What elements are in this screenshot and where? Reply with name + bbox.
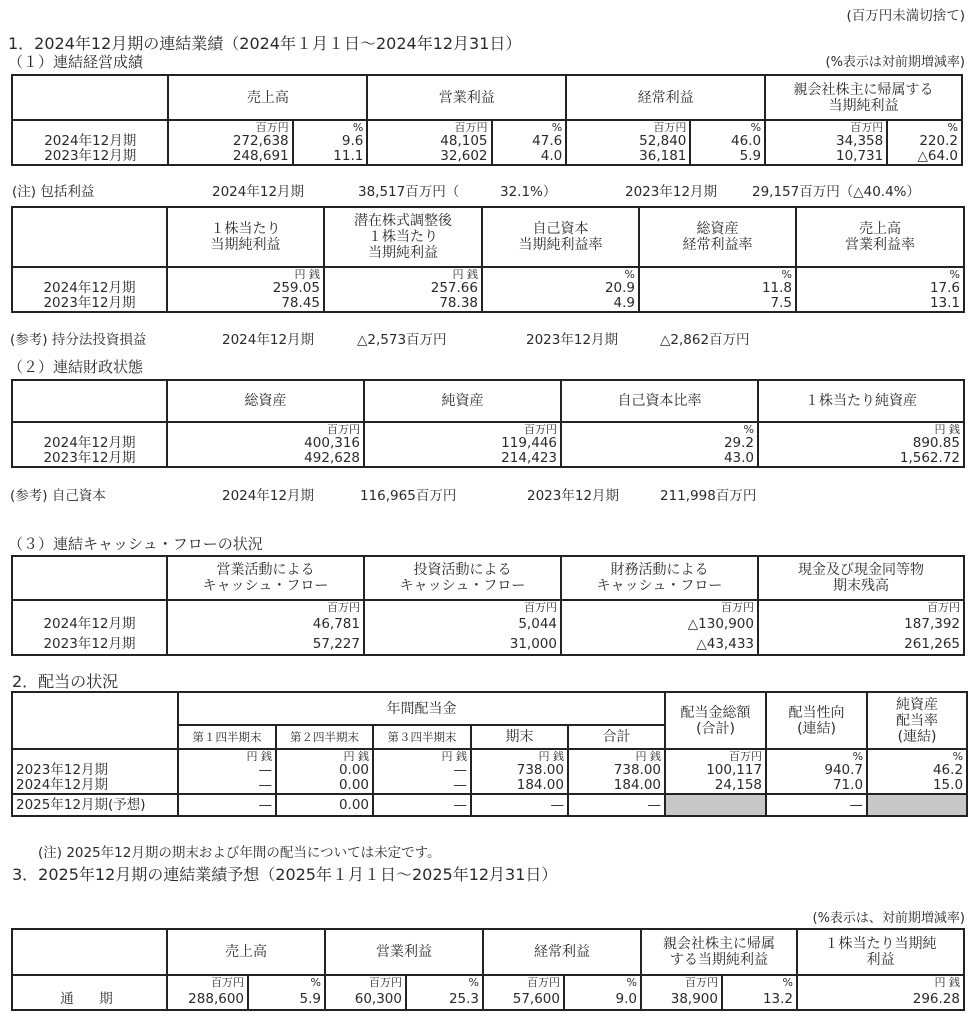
cell: 248,691 <box>168 149 292 165</box>
header-line: 現金及び現金同等物 <box>798 562 924 578</box>
cell: — <box>766 794 867 816</box>
cell: 24,158 <box>665 778 766 794</box>
col-header <box>867 692 967 749</box>
cell: 296.28 <box>797 989 964 1010</box>
cell: 17.6 <box>796 281 964 296</box>
footnote-period: 2024年12月期 <box>212 184 305 200</box>
cell: 46,781 <box>167 614 364 634</box>
cell: 4.9 <box>482 296 639 312</box>
header-line: キャッシュ・フロー <box>399 578 526 594</box>
cell: 940.7 <box>766 763 867 778</box>
unit-label: 円 銭 <box>471 749 568 763</box>
header-line: する当期純利益 <box>670 952 768 968</box>
cell: 738.00 <box>568 763 665 778</box>
cell: 184.00 <box>471 778 568 794</box>
cell: 38,900 <box>641 989 722 1010</box>
table-row <box>12 296 964 312</box>
unit-label: 百万円 <box>325 975 406 989</box>
units-row <box>12 267 964 281</box>
header-line: キャッシュ・フロー <box>596 578 723 594</box>
footnote-period: 2024年12月期 <box>222 488 315 504</box>
cell: 11.1 <box>293 149 368 165</box>
unit-label: % <box>293 120 368 134</box>
header-line: 潜在株式調整後 <box>354 213 452 229</box>
cell: 47.6 <box>492 134 567 149</box>
footnote-value: △2,573百万円 <box>357 332 447 348</box>
header-line: 経常利益率 <box>682 237 753 253</box>
cell: 43.0 <box>561 451 758 467</box>
header-line: 当期純利益 <box>828 97 899 114</box>
cell: 214,423 <box>364 451 561 467</box>
row-label: 2023年12月期 <box>12 763 178 778</box>
unit-label: 円 銭 <box>797 975 964 989</box>
units-row <box>12 120 962 134</box>
cell: 60,300 <box>325 989 406 1010</box>
units-row <box>12 600 964 614</box>
section1-sub3-title: （３）連結キャッシュ・フローの状況 <box>8 535 263 553</box>
table-row <box>12 436 964 451</box>
col-header: 営業利益 <box>325 929 483 975</box>
operating-results-table <box>11 74 963 166</box>
unit-label: % <box>248 975 325 989</box>
col-header: １株当たり純資産 <box>758 380 964 422</box>
header-line: 期末残高 <box>833 578 889 594</box>
unit-label: 百万円 <box>167 975 248 989</box>
section1-sub2-title: （２）連結財政状態 <box>8 358 144 376</box>
header-line: 営業活動による <box>216 562 315 578</box>
pct-note: (%表示は、対前期増減率) <box>812 911 965 926</box>
row-label: 2024年12月期 <box>12 134 168 149</box>
equity-method-label: (参考) 持分法投資損益 <box>10 332 147 348</box>
col-header: 自己資本比率 <box>561 380 758 422</box>
col-header <box>641 929 797 975</box>
cell: 0.00 <box>276 763 373 778</box>
col-header <box>167 556 364 600</box>
units-row <box>12 749 967 763</box>
cell: 36,181 <box>566 149 690 165</box>
header-line: 親会社株主に帰属 <box>663 936 775 952</box>
cell: 15.0 <box>867 778 967 794</box>
cell: 288,600 <box>167 989 248 1010</box>
cell-na <box>665 794 766 816</box>
section1-title: 1．2024年12月期の連結業績（2024年１月１日～2024年12月31日） <box>8 34 522 53</box>
unit-label: 円 銭 <box>373 749 471 763</box>
table-row <box>12 763 967 778</box>
cell: 57,227 <box>167 634 364 655</box>
cell: 100,117 <box>665 763 766 778</box>
unit-label: 百万円 <box>665 749 766 763</box>
cell: — <box>471 794 568 816</box>
cell: 13.2 <box>722 989 797 1010</box>
unit-label: 円 銭 <box>568 749 665 763</box>
col-header <box>364 556 561 600</box>
comprehensive-income-label: (注) 包括利益 <box>12 184 95 200</box>
header-line: (連結) <box>897 728 937 745</box>
cell: — <box>178 778 276 794</box>
col-header: 第２四半期末 <box>276 725 373 749</box>
header-line: 売上高 <box>859 221 901 237</box>
footnote-value: 29,157百万円（△40.4%） <box>752 184 921 200</box>
cell: — <box>568 794 665 816</box>
col-header <box>766 692 867 749</box>
table-header-row <box>12 380 964 422</box>
col-header: 売上高 <box>168 75 367 120</box>
col-header: 合計 <box>568 725 665 749</box>
col-header: 売上高 <box>167 929 325 975</box>
cell: 0.00 <box>276 778 373 794</box>
cell: 46.0 <box>690 134 765 149</box>
cell: 272,638 <box>168 134 292 149</box>
forecast-table <box>11 928 965 1011</box>
cell: 20.9 <box>482 281 639 296</box>
cell: 187,392 <box>758 614 964 634</box>
cell: 261,265 <box>758 634 964 655</box>
header-line: 当期純利益率 <box>518 237 603 253</box>
cell: 9.6 <box>293 134 368 149</box>
dividends-table <box>11 691 968 817</box>
blank-header-cell <box>12 929 167 975</box>
unit-label: % <box>722 975 797 989</box>
cash-flow-table <box>11 555 965 656</box>
cell: 5.9 <box>248 989 325 1010</box>
unit-label: % <box>690 120 765 134</box>
unit-label: 円 銭 <box>324 267 482 281</box>
blank-header-cell <box>12 380 167 422</box>
unit-label: 百万円 <box>367 120 491 134</box>
header-line: １株当たり当期純 <box>824 936 937 952</box>
cell: 738.00 <box>471 763 568 778</box>
cell: 25.3 <box>406 989 483 1010</box>
col-header: 純資産 <box>364 380 561 422</box>
cell: 52,840 <box>566 134 690 149</box>
header-line: キャッシュ・フロー <box>202 578 329 594</box>
header-line: 自己資本 <box>532 221 589 237</box>
cell: 32,602 <box>367 149 491 165</box>
col-header <box>665 692 766 749</box>
cell: 1,562.72 <box>758 451 964 467</box>
col-header <box>796 207 964 267</box>
blank-header-cell <box>12 75 168 120</box>
row-label: 2023年12月期 <box>12 296 167 312</box>
header-line: (合計) <box>696 720 735 737</box>
unit-label: 円 銭 <box>758 422 964 436</box>
col-header <box>639 207 796 267</box>
unit-label: % <box>887 120 962 134</box>
cell: 890.85 <box>758 436 964 451</box>
cell: 78.38 <box>324 296 482 312</box>
col-header <box>797 929 964 975</box>
header-line: 利益 <box>866 952 895 968</box>
unit-label: 百万円 <box>167 600 364 614</box>
unit-label: % <box>796 267 964 281</box>
table-header-row <box>12 556 964 600</box>
cell: 400,316 <box>167 436 364 451</box>
units-row <box>12 975 964 989</box>
unit-label: 百万円 <box>483 975 564 989</box>
cell: 48,105 <box>367 134 491 149</box>
table-header-row <box>12 207 964 267</box>
cell: △130,900 <box>561 614 758 634</box>
section3-title: 3．2025年12月期の連結業績予想（2025年１月１日～2025年12月31日） <box>12 865 558 884</box>
col-header: 営業利益 <box>367 75 566 120</box>
cell: 13.1 <box>796 296 964 312</box>
table-row <box>12 149 962 165</box>
table-header-row <box>12 929 964 975</box>
table-row <box>12 634 964 655</box>
unit-label: 百万円 <box>758 600 964 614</box>
blank-header-cell <box>12 692 178 749</box>
col-header: 経常利益 <box>483 929 641 975</box>
unit-label: 百万円 <box>641 975 722 989</box>
cell: 78.45 <box>167 296 324 312</box>
unit-label: 百万円 <box>167 422 364 436</box>
header-line: 配当率 <box>896 712 939 729</box>
unit-label: 百万円 <box>561 600 758 614</box>
footnote-value: 116,965百万円 <box>360 488 457 504</box>
financial-position-table <box>11 379 965 468</box>
table-row <box>12 614 964 634</box>
unit-label: % <box>639 267 796 281</box>
col-header: 第３四半期末 <box>373 725 471 749</box>
header-line: 総資産 <box>696 221 739 237</box>
unit-label: 円 銭 <box>276 749 373 763</box>
unit-label: % <box>482 267 639 281</box>
cell: 31,000 <box>364 634 561 655</box>
cell: 46.2 <box>867 763 967 778</box>
col-header <box>758 556 964 600</box>
dividend-footnote: (注) 2025年12月期の期末および年間の配当については未定です。 <box>38 845 441 861</box>
unit-label: 百万円 <box>566 120 690 134</box>
cell: 5,044 <box>364 614 561 634</box>
section1-sub1-title: （１）連結経営成績 <box>8 53 144 71</box>
row-label: 2024年12月期 <box>12 614 167 634</box>
unit-label: % <box>406 975 483 989</box>
cell: — <box>373 763 471 778</box>
unit-note: (百万円未満切捨て) <box>846 8 965 24</box>
header-line: 営業利益率 <box>845 237 915 253</box>
cell: 29.2 <box>561 436 758 451</box>
col-header: 経常利益 <box>566 75 765 120</box>
footnote-period: 2023年12月期 <box>625 184 718 200</box>
header-line: 配当金総額 <box>680 704 751 721</box>
table-header-row <box>12 75 962 120</box>
cell: 34,358 <box>765 134 887 149</box>
header-line: １株当たり <box>210 221 281 237</box>
cell: △43,433 <box>561 634 758 655</box>
footnote-value: 38,517百万円（ <box>358 184 460 200</box>
cell: △64.0 <box>887 149 962 165</box>
table-row <box>12 281 964 296</box>
unit-label: % <box>867 749 967 763</box>
row-label: 2025年12月期(予想) <box>12 794 178 816</box>
row-label: 2024年12月期 <box>12 436 167 451</box>
cell: 5.9 <box>690 149 765 165</box>
cell: — <box>178 794 276 816</box>
table-row <box>12 451 964 467</box>
col-header <box>482 207 639 267</box>
footnote-period: 2023年12月期 <box>526 332 619 348</box>
unit-label: 百万円 <box>364 600 561 614</box>
cell: 184.00 <box>568 778 665 794</box>
row-label: 2023年12月期 <box>12 634 167 655</box>
cell: 257.66 <box>324 281 482 296</box>
unit-label: % <box>766 749 867 763</box>
footnote-value: 211,998百万円 <box>660 488 757 504</box>
cell: 492,628 <box>167 451 364 467</box>
col-header: 期末 <box>471 725 568 749</box>
cell: 4.0 <box>492 149 567 165</box>
cell: 9.0 <box>564 989 641 1010</box>
group-header: 年間配当金 <box>178 692 665 725</box>
col-header <box>167 207 324 267</box>
cell: 10,731 <box>765 149 887 165</box>
cell: 119,446 <box>364 436 561 451</box>
footnote-pct: 32.1%） <box>500 184 557 200</box>
row-label: 2023年12月期 <box>12 149 168 165</box>
header-line: 投資活動による <box>413 562 512 578</box>
pct-note: (%表示は対前期増減率) <box>825 55 965 70</box>
row-label: 2024年12月期 <box>12 281 167 296</box>
section2-title: 2．配当の状況 <box>12 672 119 691</box>
unit-label: 百万円 <box>168 120 292 134</box>
cell: 7.5 <box>639 296 796 312</box>
units-row <box>12 422 964 436</box>
table-header-row <box>12 692 967 725</box>
unit-label: % <box>564 975 641 989</box>
cell: 71.0 <box>766 778 867 794</box>
col-header <box>324 207 482 267</box>
forecast-row <box>12 794 967 816</box>
footnote-period: 2023年12月期 <box>527 488 620 504</box>
header-line: 配当性向 <box>788 704 845 721</box>
cell: 57,600 <box>483 989 564 1010</box>
cell: — <box>373 778 471 794</box>
row-label: 2023年12月期 <box>12 451 167 467</box>
blank-header-cell <box>12 556 167 600</box>
unit-label: % <box>492 120 567 134</box>
table-row <box>12 134 962 149</box>
cell: — <box>373 794 471 816</box>
row-label: 通 期 <box>12 975 167 1010</box>
cell: 11.8 <box>639 281 796 296</box>
blank-header-cell <box>12 207 167 267</box>
header-line: 純資産 <box>896 696 939 713</box>
header-line: １株当たり <box>368 229 438 245</box>
header-line: 当期純利益 <box>368 245 438 261</box>
header-line: (連結) <box>797 720 836 737</box>
col-header: 第１四半期末 <box>178 725 276 749</box>
cell: 259.05 <box>167 281 324 296</box>
cell: — <box>178 763 276 778</box>
unit-label: 円 銭 <box>167 267 324 281</box>
equity-label: (参考) 自己資本 <box>10 488 106 504</box>
header-line: 当期純利益 <box>210 237 281 253</box>
col-header: 総資産 <box>167 380 364 422</box>
cell-na <box>867 794 967 816</box>
cell: 0.00 <box>276 794 373 816</box>
unit-label: 百万円 <box>765 120 887 134</box>
unit-label: 円 銭 <box>178 749 276 763</box>
per-share-table <box>11 206 965 313</box>
unit-label: % <box>561 422 758 436</box>
table-row <box>12 778 967 794</box>
cell: 220.2 <box>887 134 962 149</box>
col-header <box>765 75 962 120</box>
unit-label: 百万円 <box>364 422 561 436</box>
header-line: 財務活動による <box>610 562 709 578</box>
footnote-value: △2,862百万円 <box>660 332 750 348</box>
col-header <box>561 556 758 600</box>
footnote-period: 2024年12月期 <box>222 332 315 348</box>
header-line: 親会社株主に帰属する <box>793 81 934 98</box>
row-label: 2024年12月期 <box>12 778 178 794</box>
